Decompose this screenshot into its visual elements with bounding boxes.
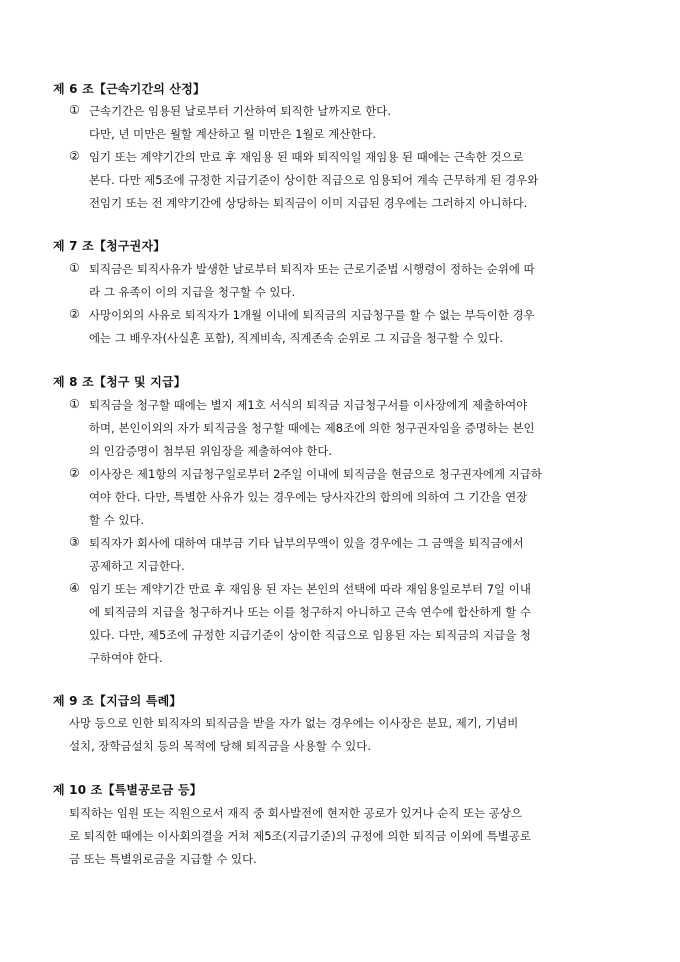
text-line: 하며, 본인이외의 자가 퇴직금을 청구할 때에는 제8조에 의한 청구권자임을 증명하는 본인 [89, 421, 535, 435]
text-line: 에는 그 배우자(사실혼 포함), 직계비속, 직계존속 순위로 그 지급을 청구할 수 있다. [89, 331, 504, 345]
item-number: ④ [69, 581, 80, 595]
text-line: 퇴직금은 퇴직사유가 발생한 날로부터 퇴직자 또는 근로기준법 시행령이 정하는 순위에 따 [89, 262, 535, 276]
article-heading: 제 6 조【근속기간의 산정】 [53, 82, 206, 96]
item-number: ② [69, 307, 80, 321]
text-line: 할 수 있다. [89, 513, 145, 527]
item-number: ② [69, 466, 80, 480]
text-line: 금 또는 특별위로금을 지급할 수 있다. [69, 852, 257, 866]
text-line: 근속기간은 임용된 날로부터 기산하여 퇴직한 날까지로 한다. [89, 104, 392, 118]
text-line: 의 인감증명이 첨부된 위임장을 제출하여야 한다. [89, 444, 333, 458]
text-line: 설치, 장학금설치 등의 목적에 당해 퇴직금을 사용할 수 있다. [69, 739, 371, 753]
text-line: 퇴직자가 회사에 대하여 대부금 기타 납부의무액이 있을 경우에는 그 금액을 퇴직금에서 [89, 536, 524, 550]
text-line: 공제하고 지급한다. [89, 559, 185, 573]
text-line: 임기 또는 계약기간 만료 후 재임용 된 자는 본인의 선택에 따라 재임용일로부터 7일 이내 [89, 582, 531, 596]
text-line: 로 퇴직한 때에는 이사회의결을 거쳐 제5조(지급기준)의 규정에 의한 퇴직금 이외에 특별공로 [69, 829, 531, 843]
text-line: 구하여야 한다. [89, 651, 163, 665]
item-number: ② [69, 149, 80, 163]
text-line: 퇴직하는 임원 또는 직원으로서 재직 중 회사발전에 현저한 공로가 있거나 순직 또는 공상으 [69, 806, 523, 820]
text-line: 임기 또는 계약기간의 만료 후 재임용 된 때와 퇴직익일 재임용 된 때에는 근속한 것으로 [89, 150, 524, 164]
item-number: ③ [69, 535, 80, 549]
item-number: ① [69, 103, 80, 117]
item-number: ① [69, 397, 80, 411]
text-line: 사망 등으로 인한 퇴직자의 퇴직금을 받을 자가 없는 경우에는 이사장은 분묘, 제기, 기념비 [69, 716, 519, 730]
text-line: 라 그 유족이 이의 지급을 청구할 수 있다. [89, 285, 296, 299]
item-number: ① [69, 261, 80, 275]
text-line: 에 퇴직금의 지급을 청구하거나 또는 이를 청구하지 아니하고 근속 연수에 합산하게 할 수 [89, 605, 531, 619]
text-line: 다만, 년 미만은 월할 계산하고 월 미만은 1월로 계산한다. [89, 127, 377, 141]
text-line: 여야 한다. 다만, 특별한 사유가 있는 경우에는 당사자간의 합의에 의하여 그 기간을 연장 [89, 490, 528, 504]
text-line: 본다. 다만 제5조에 규정한 지급기준이 상이한 직급으로 임용되어 계속 근무하게 된 경우와 [89, 173, 539, 187]
text-line: 전임기 또는 전 계약기간에 상당하는 퇴직금이 이미 지급된 경우에는 그러하지 아니하다. [89, 196, 528, 210]
article-heading: 제 10 조【특별공로금 등】 [53, 783, 202, 797]
text-line: 퇴직금을 청구할 때에는 별지 제1호 서식의 퇴직금 지급청구서를 이사장에게 제출하여야 [89, 398, 528, 412]
article-heading: 제 8 조【청구 및 지급】 [53, 375, 187, 389]
article-heading: 제 9 조【지급의 특례】 [53, 694, 182, 708]
text-line: 이사장은 제1항의 지급청구일로부터 2주일 이내에 퇴직금을 현금으로 청구권자에게 지급하 [89, 467, 542, 481]
article-heading: 제 7 조【청구권자】 [53, 239, 166, 253]
text-line: 있다. 다만, 제5조에 규정한 지급기준이 상이한 직급으로 임용된 자는 퇴직금의 지급을 청 [89, 628, 531, 642]
text-line: 사망이외의 사유로 퇴직자가 1개월 이내에 퇴직금의 지급청구를 할 수 없는 부득이한 경우 [89, 308, 535, 322]
